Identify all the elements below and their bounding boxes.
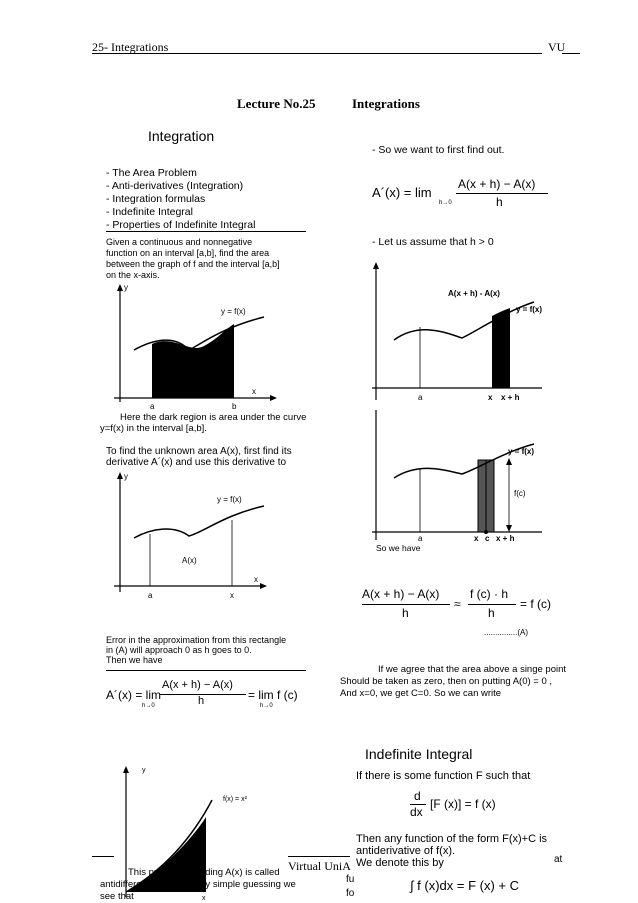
- overlap-line: This process of finding A(x) is called: [128, 867, 280, 878]
- fraction-bar-1: [362, 604, 450, 605]
- footer-text: Virtual UniA: [288, 859, 351, 873]
- y-arrow-icon: [373, 262, 379, 269]
- b-label: b: [232, 402, 237, 411]
- footer-rule-left: [92, 856, 114, 857]
- formula-denominator: h: [496, 195, 503, 209]
- rhs: = f (c): [520, 597, 552, 611]
- then-line: We denote this by: [356, 857, 444, 869]
- overlap-line: antidifferentiation form. By simple guessing we: [100, 879, 296, 890]
- xh-label: x + h: [496, 534, 515, 543]
- clipped-text: at: [554, 854, 563, 865]
- formula-rhs: = lim f (c): [248, 688, 298, 702]
- y-label: y: [142, 767, 146, 774]
- den1: h: [402, 606, 409, 620]
- x-axis-label: x: [254, 575, 258, 584]
- slide3-line: Error in the approximation from this rectangle: [106, 635, 287, 645]
- rectangle-approx-graph: [364, 410, 544, 550]
- given-text: [106, 237, 280, 281]
- header-right: VU: [548, 40, 566, 54]
- slide3-line: in (A) will approach 0 as h goes to 0.: [106, 645, 252, 655]
- a-label: a: [150, 402, 155, 411]
- num1: A(x + h) − A(x): [362, 587, 440, 601]
- x-arrow-icon: [260, 583, 267, 589]
- dx: dx: [410, 805, 423, 819]
- y-arrow-icon: [117, 284, 123, 291]
- derivative-limit-formula: [106, 679, 326, 716]
- so-we-have-text: So we have: [376, 543, 421, 553]
- formula-lhs: A´(x) = lim: [372, 185, 432, 200]
- given-line: function on an interval [a,b], find the area: [106, 248, 270, 258]
- x-label: x: [252, 387, 256, 396]
- y-arrow-icon: [117, 472, 123, 479]
- fx-label: y = f(x): [221, 307, 246, 316]
- formula-sub: h→0: [439, 200, 452, 206]
- slide3-divider: [106, 670, 306, 671]
- y-label: y: [124, 283, 128, 292]
- slide-title: Integration: [148, 128, 215, 144]
- a-label: a: [418, 393, 423, 402]
- slide3-text: [106, 635, 286, 665]
- footer-rule-right: [288, 856, 350, 857]
- if-text: If there is some function F such that: [356, 770, 531, 782]
- a-label: a: [418, 534, 423, 543]
- c-label: c: [485, 534, 490, 543]
- fx-label: f(x) = x²: [223, 796, 247, 803]
- bullet-item: - Integration formulas: [106, 193, 206, 205]
- given-line: on the x-axis.: [106, 270, 160, 280]
- area-label: A(x): [182, 556, 197, 565]
- formula-numerator: A(x + h) − A(x): [458, 177, 536, 191]
- formula-denominator: h: [198, 695, 205, 707]
- shaded-area: [152, 324, 234, 398]
- a-label: a: [148, 591, 153, 600]
- slide2-line: derivative A´(x) and use this derivative to: [106, 457, 287, 468]
- fraction-bar: [456, 193, 548, 194]
- derivative-formula: [410, 789, 530, 823]
- paragraph-line: If we agree that the area above a singe point: [378, 664, 567, 675]
- bullet-item: - Indefinite Integral: [106, 206, 193, 218]
- integral-formula: ∫ f (x)dx = F (x) + C: [410, 878, 520, 893]
- given-line: Given a continuous and nonnegative: [106, 237, 253, 247]
- curve: [394, 302, 534, 340]
- slide2-text: [106, 446, 292, 468]
- x-arrow-icon: [270, 395, 277, 401]
- bullet-item: - Anti-derivatives (Integration): [106, 180, 244, 192]
- fx-label: y = f(x): [217, 495, 242, 504]
- derivative-definition-formula: [372, 175, 572, 211]
- den2: h: [488, 606, 495, 620]
- formula-sub2: h→0: [260, 703, 273, 709]
- intro-text: - So we want to first find out.: [372, 144, 505, 156]
- fx-label: y = f(x): [516, 305, 543, 314]
- header-rule-right: [562, 53, 580, 54]
- formula-lhs: A´(x) = lim: [106, 688, 161, 702]
- up-arrow-icon: [506, 458, 512, 465]
- area-function-graph: [104, 470, 304, 610]
- difference-area-graph: [364, 260, 544, 410]
- formula-sub: h→0: [142, 703, 155, 709]
- slide2-line: To find the unknown area A(x), first find its: [106, 446, 292, 457]
- x-label: x: [474, 534, 479, 543]
- header-left: 25- Integrations: [92, 40, 169, 54]
- bullet-item: - Properties of Indefinite Integral: [106, 219, 256, 231]
- then-line: Then any function of the form F(x)+C is: [356, 833, 548, 845]
- lecture-number: Lecture No.25: [237, 96, 316, 111]
- paragraph-line: And x=0, we get C=0. So we can write: [340, 688, 502, 699]
- curve: [134, 506, 264, 538]
- fc-label: f(c): [514, 489, 526, 498]
- num2: f (c) · h: [470, 587, 508, 601]
- x-label: x: [488, 393, 493, 402]
- header-rule: [92, 53, 542, 54]
- paragraph-line: Should be taken as zero, then on putting A(0) = 0 ,: [340, 676, 553, 687]
- assume-text: - Let us assume that h > 0: [372, 236, 494, 248]
- x-label: x: [230, 591, 234, 600]
- then-text: [356, 833, 547, 869]
- lecture-topic: Integrations: [352, 96, 420, 111]
- then-line: antiderivative of f(x).: [356, 845, 456, 857]
- slide-divider: [106, 231, 306, 232]
- xh-label: x + h: [501, 393, 520, 402]
- deriv-rest: [F (x)] = f (x): [430, 797, 496, 811]
- down-arrow-icon: [506, 525, 512, 532]
- y-arrow-icon: [123, 766, 129, 773]
- caption-line: Here the dark region is area under the curve: [120, 412, 307, 423]
- y-label: y: [124, 472, 128, 481]
- fx-label: y = f(x): [508, 447, 535, 456]
- approx-sign: ≈: [454, 597, 461, 611]
- clipped-text: fu: [346, 874, 355, 885]
- fraction-bar-2: [468, 604, 516, 605]
- given-line: between the graph of f and the interval [a,b]: [106, 259, 280, 269]
- d: d: [414, 789, 421, 803]
- bullet-list: [106, 167, 255, 232]
- formula-numerator: A(x + h) − A(x): [162, 679, 233, 691]
- caption-line: y=f(x) in the interval [a,b].: [100, 423, 207, 434]
- slide3-line: Then we have: [106, 655, 163, 665]
- x-label: x: [202, 895, 206, 902]
- bullet-item: - The Area Problem: [106, 167, 197, 179]
- clipped-text: fo: [346, 888, 355, 899]
- approximation-formula: [362, 587, 562, 623]
- equation-tag: ...............(A): [484, 628, 529, 637]
- diff-label: A(x + h) - A(x): [448, 289, 500, 298]
- indefinite-title: Indefinite Integral: [365, 746, 473, 762]
- area-graph: [104, 282, 304, 412]
- overlap-line: see that: [100, 891, 134, 902]
